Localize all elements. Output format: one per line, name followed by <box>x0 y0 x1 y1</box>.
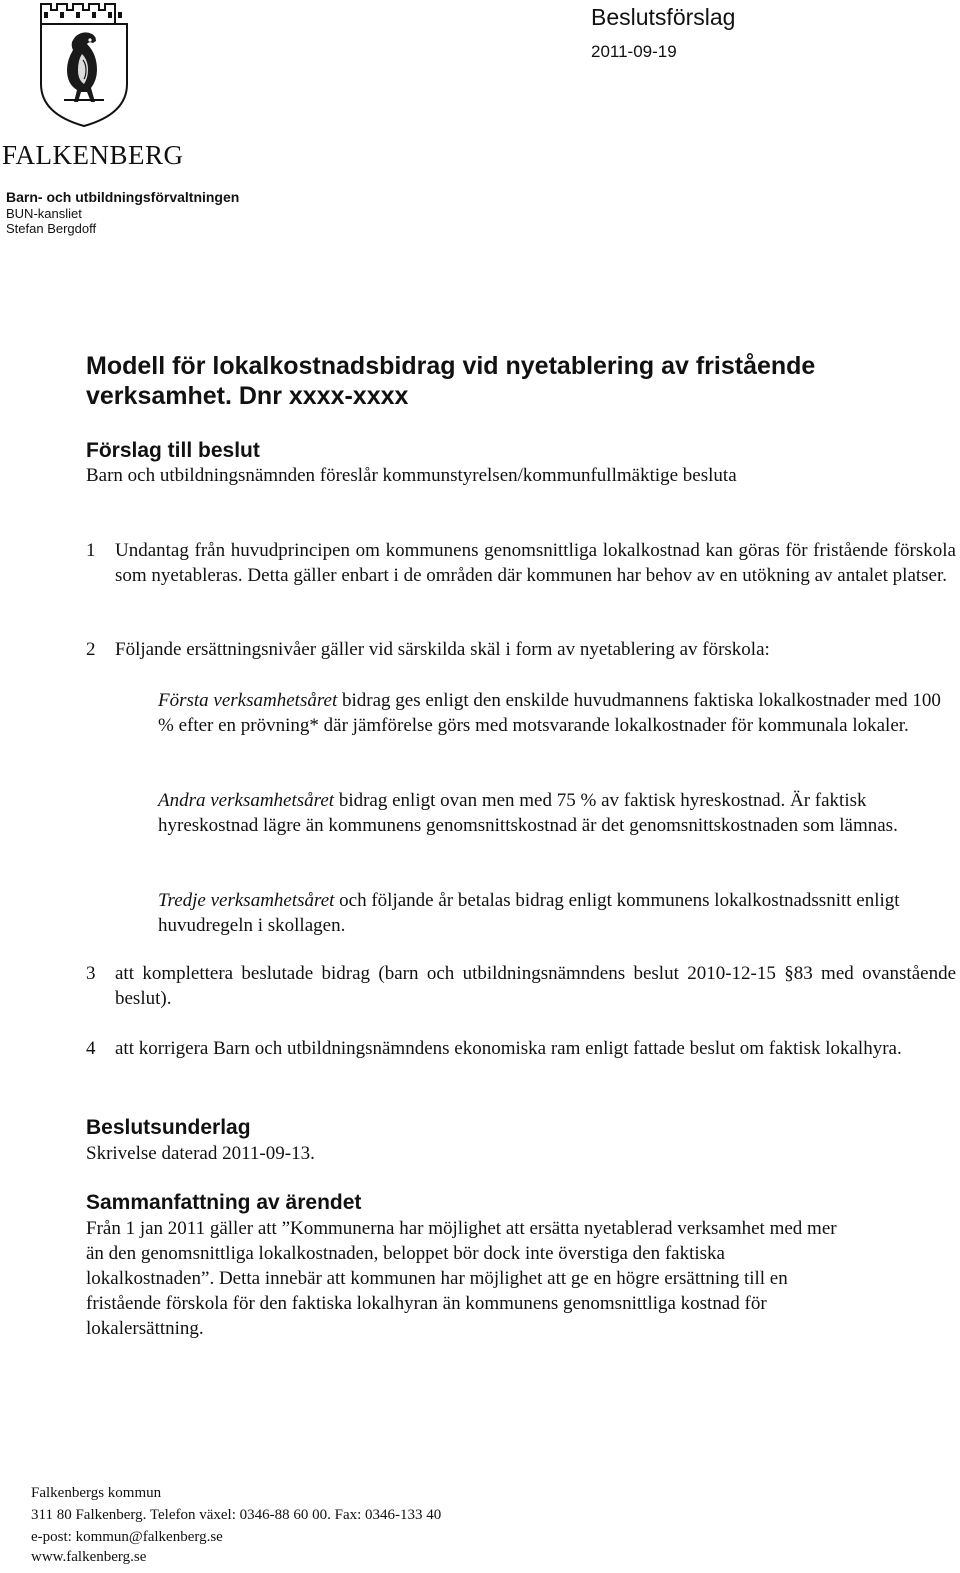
document-type: Beslutsförslag <box>591 4 736 30</box>
proposal-heading: Förslag till beslut <box>86 439 260 462</box>
proposal-item-4 <box>86 1036 956 1061</box>
item-number: 2 <box>86 639 96 660</box>
compensation-level-2 <box>158 788 958 838</box>
summary-line: än den genomsnittliga lokalkostnaden, beloppet bör dock inte överstiga den faktiska <box>86 1243 725 1264</box>
item-text: att korrigera Barn och utbildningsnämndens ekonomiska ram enligt fattade beslut om faktisk lokalhyra. <box>115 1038 902 1059</box>
office-name: BUN-kansliet <box>6 206 82 221</box>
compensation-level-3 <box>158 888 958 938</box>
item-number: 1 <box>86 540 96 561</box>
document-date: 2011-09-19 <box>591 42 677 61</box>
author-name: Stefan Bergdoff <box>6 221 97 236</box>
footer-website: www.falkenberg.se <box>31 1549 147 1565</box>
falkenberg-wordmark-logo: FALKENBERG <box>2 140 184 170</box>
item-text: Undantag från huvudprincipen om kommunens genomsnittliga lokalkostnad kan göras för fristående förskola som nyetableras. Detta gäller enbart i de områden där kommunen har behov av en utökning av antalet platser. <box>115 540 956 586</box>
proposal-intro: Barn och utbildningsnämnden föreslår kommunstyrelsen/kommunfullmäktige besluta <box>86 465 737 486</box>
level-label: Andra verksamhetsåret <box>158 790 335 811</box>
level-text: och följande år betalas bidrag enligt kommunens lokalkostnadssnitt enligt huvudregeln i skollagen. <box>158 890 900 936</box>
summary-line: lokalersättning. <box>86 1318 204 1339</box>
department-name: Barn- och utbildningsförvaltningen <box>6 189 240 205</box>
level-text: bidrag enligt ovan men med 75 % av faktisk hyreskostnad. Är faktisk hyreskostnad lägre än kommunens genomsnittskostnad är det genomsnittskostnaden som lämnas. <box>158 790 898 836</box>
item-text: att komplettera beslutade bidrag (barn och utbildningsnämndens beslut 2010-12-15 §83 med ovanstående beslut). <box>115 963 956 1009</box>
summary-line: Från 1 jan 2011 gäller att ”Kommunerna har möjlighet att ersätta nyetablerad verksamhet med mer <box>86 1218 837 1239</box>
summary-heading: Sammanfattning av ärendet <box>86 1191 362 1214</box>
item-text: Följande ersättningsnivåer gäller vid särskilda skäl i form av nyetablering av förskola: <box>115 639 770 660</box>
footer-email: e-post: kommun@falkenberg.se <box>31 1529 223 1545</box>
summary-line: lokalkostnaden”. Detta innebär att kommunen har möjlighet att ge en högre ersättning till en <box>86 1268 788 1289</box>
footer-org-name: Falkenbergs kommun <box>31 1485 162 1501</box>
item-number: 3 <box>86 963 96 984</box>
proposal-item-3 <box>86 961 956 1011</box>
summary-body <box>86 1216 956 1341</box>
document-title: Modell för lokalkostnadsbidrag vid nyetablering av fristående verksamhet. Dnr xxxx-xxxx <box>86 352 816 410</box>
summary-line: fristående förskola för den faktiska lokalhyran än kommunens genomsnittliga kostnad för <box>86 1293 767 1314</box>
level-label: Första verksamhetsåret <box>158 690 338 711</box>
proposal-item-1 <box>86 538 956 588</box>
basis-text: Skrivelse daterad 2011-09-13. <box>86 1143 315 1164</box>
proposal-item-2 <box>86 637 956 662</box>
level-label: Tredje verksamhetsåret <box>158 890 335 911</box>
footer-address: 311 80 Falkenberg. Telefon växel: 0346-88 60 00. Fax: 0346-133 40 <box>31 1507 442 1523</box>
falkenberg-coat-of-arms-logo <box>38 2 130 128</box>
compensation-level-1 <box>158 688 958 738</box>
level-text: bidrag ges enligt den enskilde huvudmannens faktiska lokalkostnader med 100 % efter en prövning* där jämförelse görs med motsvarande lokalkostnader för kommunala lokaler. <box>158 690 941 736</box>
item-number: 4 <box>86 1038 96 1059</box>
basis-heading: Beslutsunderlag <box>86 1116 251 1139</box>
